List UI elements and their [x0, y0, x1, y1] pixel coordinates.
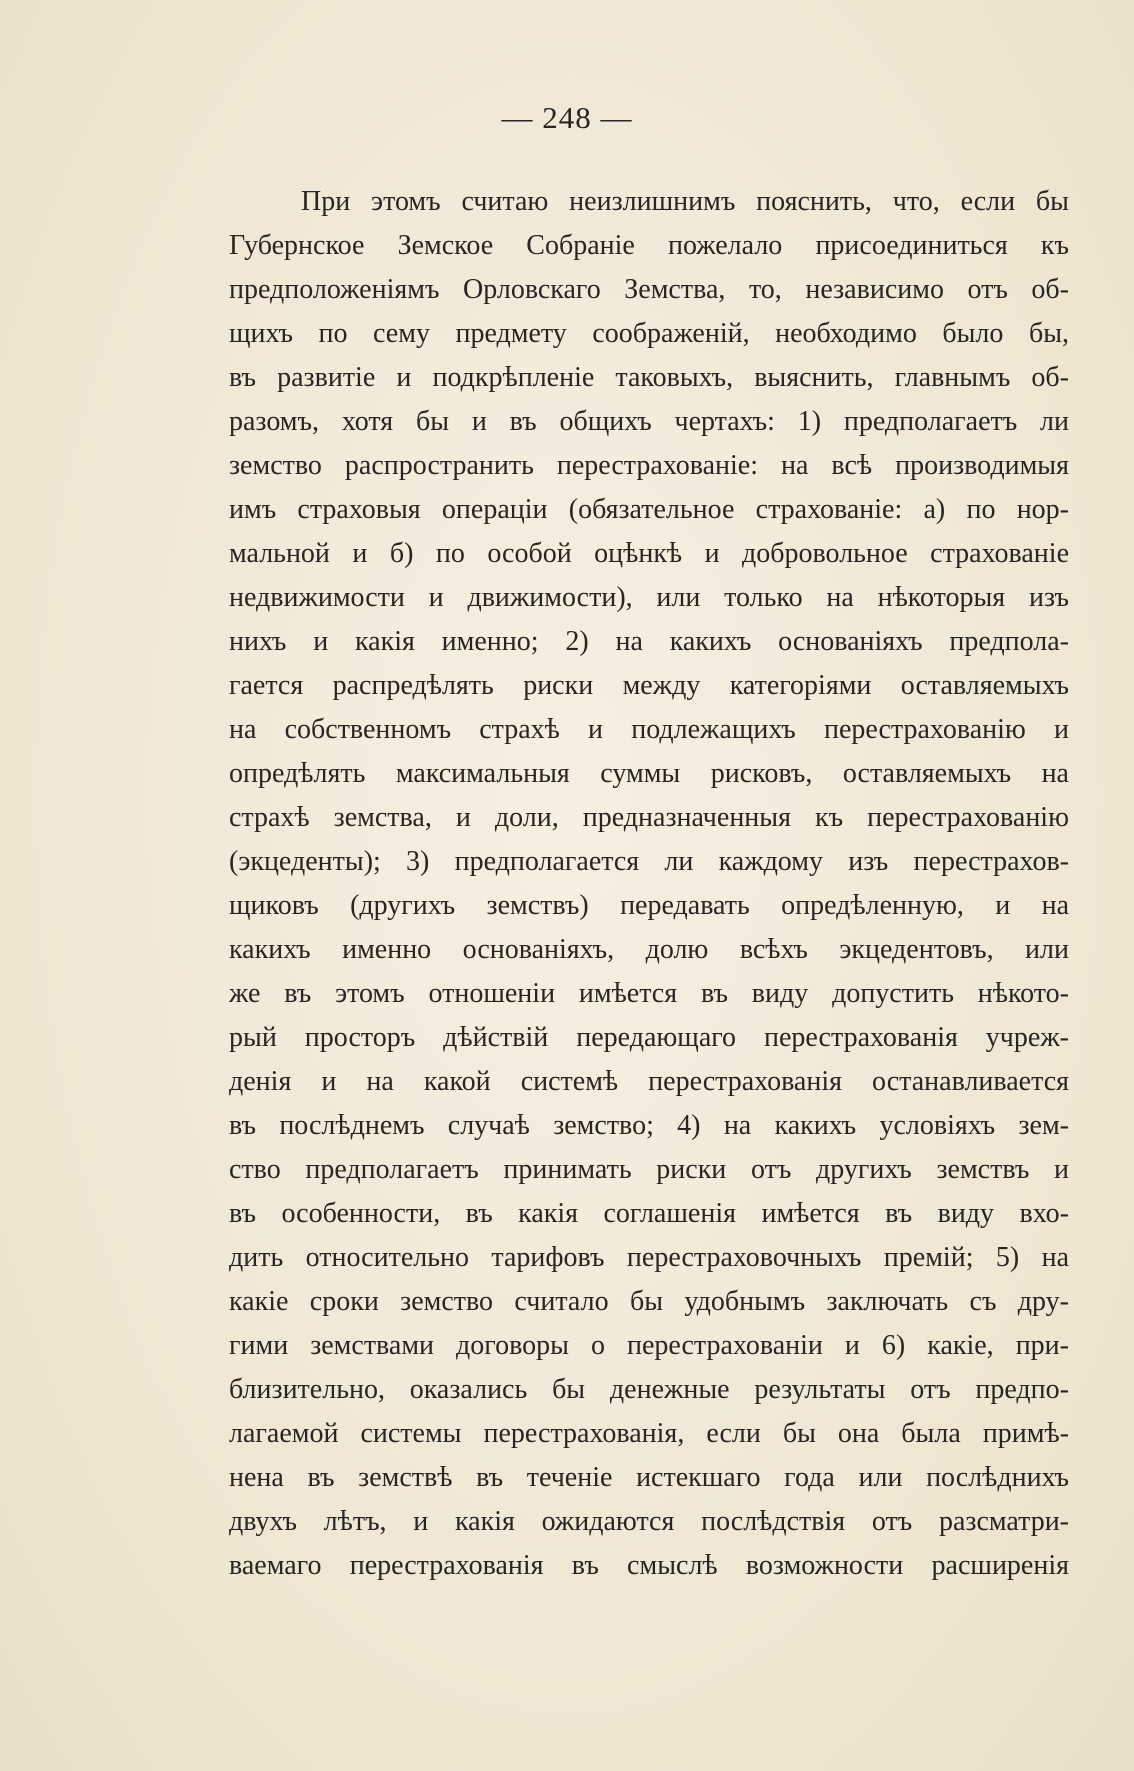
text-line: разомъ, хотя бы и въ общихъ чертахъ: 1) предполагаетъ ли — [229, 406, 1069, 437]
text-line: лагаемой системы перестрахованія, если бы она была примѣ- — [229, 1418, 1069, 1449]
text-line: мальной и б) по особой оцѣнкѣ и добровольное страхованіе — [229, 538, 1069, 569]
text-line: въ развитіе и подкрѣпленіе таковыхъ, выяснить, главнымъ об- — [229, 362, 1069, 393]
text-line: гается распредѣлять риски между категоріями оставляемыхъ — [229, 670, 1069, 701]
text-line: земство распространить перестрахованіе: на всѣ производимыя — [229, 450, 1069, 481]
text-line: ство предполагаетъ принимать риски отъ другихъ земствъ и — [229, 1154, 1069, 1185]
text-line: предположеніямъ Орловскаго Земства, то, независимо отъ об- — [229, 274, 1069, 305]
text-line: недвижимости и движимости), или только на нѣкоторыя изъ — [229, 582, 1069, 613]
text-line: на собственномъ страхѣ и подлежащихъ перестрахованію и — [229, 714, 1069, 745]
text-line: дить относительно тарифовъ перестраховочныхъ премій; 5) на — [229, 1242, 1069, 1273]
page-number: — 248 — — [501, 100, 633, 135]
text-line: двухъ лѣтъ, и какія ожидаются послѣдствія отъ разсматри- — [229, 1506, 1069, 1537]
text-line: въ послѣднемъ случаѣ земство; 4) на какихъ условіяхъ зем- — [229, 1110, 1069, 1141]
text-line: рый просторъ дѣйствій передающаго перестрахованія учреж- — [229, 1022, 1069, 1053]
text-line: опредѣлять максимальныя суммы рисковъ, оставляемыхъ на — [229, 758, 1069, 789]
text-line: же въ этомъ отношеніи имѣется въ виду допустить нѣкото- — [229, 978, 1069, 1009]
text-line: (экцеденты); 3) предполагается ли каждому изъ перестрахов- — [229, 846, 1069, 877]
text-line: въ особенности, въ какія соглашенія имѣется въ виду вхо- — [229, 1198, 1069, 1229]
text-line: ваемаго перестрахованія въ смыслѣ возможности расширенія — [229, 1550, 1069, 1581]
text-line: какіе сроки земство считало бы удобнымъ заключать съ дру- — [229, 1286, 1069, 1317]
text-line: щиковъ (другихъ земствъ) передавать опредѣленную, и на — [229, 890, 1069, 921]
text-line: страхѣ земства, и доли, предназначенныя къ перестрахованію — [229, 802, 1069, 833]
text-line: При этомъ считаю неизлишнимъ пояснить, что, если бы — [301, 186, 1069, 217]
text-line: денія и на какой системѣ перестрахованія останавливается — [229, 1066, 1069, 1097]
text-line: какихъ именно основаніяхъ, долю всѣхъ экцедентовъ, или — [229, 934, 1069, 965]
text-line: имъ страховыя операціи (обязательное страхованіе: а) по нор- — [229, 494, 1069, 525]
text-line: гими земствами договоры о перестрахованіи и 6) какіе, при- — [229, 1330, 1069, 1361]
text-line: близительно, оказались бы денежные результаты отъ предпо- — [229, 1374, 1069, 1405]
body-paragraph — [229, 180, 1069, 1588]
text-line: щихъ по сему предмету соображеній, необходимо было бы, — [229, 318, 1069, 349]
text-line: нихъ и какія именно; 2) на какихъ основаніяхъ предпола- — [229, 626, 1069, 657]
text-line: нена въ земствѣ въ теченіе истекшаго года или послѣднихъ — [229, 1462, 1069, 1493]
text-line: Губернское Земское Собраніе пожелало присоединиться къ — [229, 230, 1069, 261]
